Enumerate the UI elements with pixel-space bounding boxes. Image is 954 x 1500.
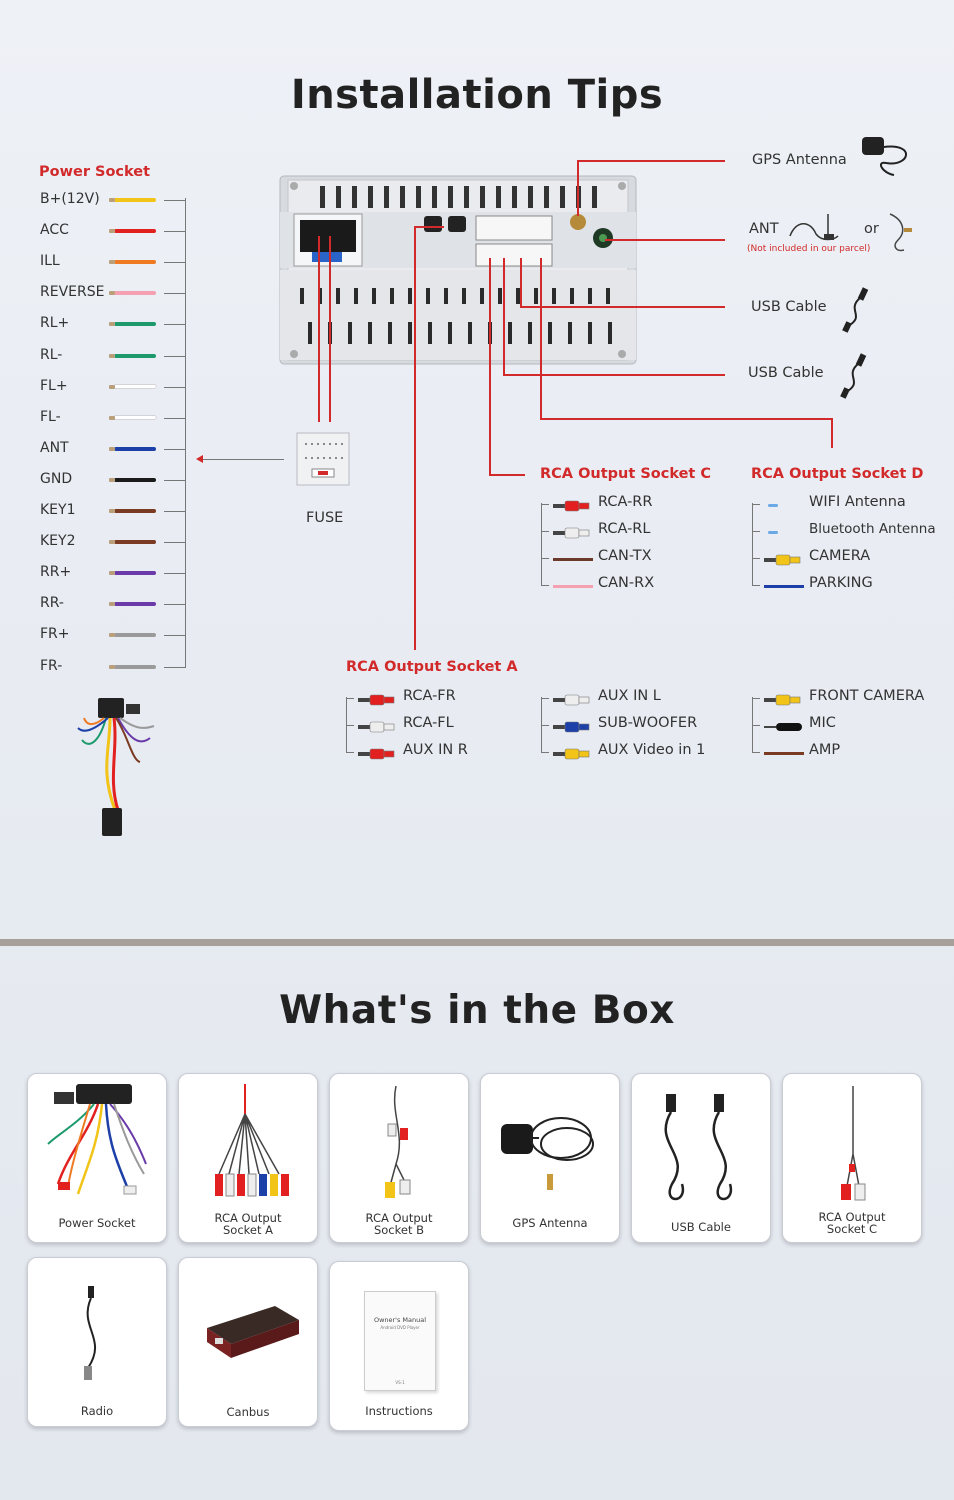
power-wire-tick [164, 667, 185, 668]
connector-label: RCA-FR [403, 688, 456, 704]
list-tick [346, 752, 354, 753]
connector-label: PARKING [809, 575, 873, 591]
connector-icon [762, 692, 806, 711]
power-wire-swatch [114, 665, 156, 669]
power-wire-swatch [114, 447, 156, 451]
connector-label: AUX IN L [598, 688, 661, 704]
list-tick [541, 752, 549, 753]
power-wire-tick [164, 387, 185, 388]
box-item-rca-output-socket-b [329, 1073, 469, 1243]
power-socket-title: Power Socket [39, 164, 151, 180]
rca-socket-d-title: RCA Output Socket D [751, 466, 924, 482]
usb-cable-1-label: USB Cable [751, 299, 827, 315]
connector-label: CAMERA [809, 548, 871, 564]
list-tick [752, 698, 760, 699]
power-wire-tick [164, 418, 185, 419]
socket-a-line-h [414, 226, 444, 228]
power-arrow-head [196, 455, 203, 463]
power-bracket-line [185, 198, 186, 668]
list-tick [541, 585, 549, 586]
power-wire-tick [164, 293, 185, 294]
box-label-rca-output-socket-b: RCA Output Socket B [365, 1211, 433, 1237]
list-tick [541, 698, 549, 699]
box-item-radio [27, 1257, 167, 1427]
connector-icon [551, 746, 595, 765]
power-wire-tick [164, 449, 185, 450]
box-item-rca-output-socket-a [178, 1073, 318, 1243]
connector-icon [356, 719, 400, 738]
rca-d-bracket [752, 503, 753, 585]
usb1-line-v [520, 258, 522, 308]
fuse-line-2 [329, 236, 331, 422]
box-item-rca-output-socket-c [782, 1073, 922, 1243]
connector-label: SUB-WOOFER [598, 715, 698, 731]
power-wire-label: FR+ [40, 626, 70, 643]
box-label-canbus: Canbus [226, 1405, 270, 1419]
power-harness-icon [70, 690, 180, 840]
radio-cable-icon [28, 1258, 168, 1428]
power-wire-label: KEY2 [40, 533, 76, 550]
box-label-usb-cable: USB Cable [671, 1220, 731, 1234]
power-wire-tick [164, 262, 185, 263]
power-wire-label: KEY1 [40, 502, 76, 518]
socket-c-line-h [489, 474, 525, 476]
gps-antenna-icon [856, 133, 914, 179]
power-wire-label: RL+ [40, 315, 70, 332]
box-item-gps-antenna [480, 1073, 620, 1243]
connector-label: AUX Video in 1 [598, 742, 706, 758]
power-wire-tick [164, 231, 185, 232]
ant-note: (Not included in our parcel) [747, 244, 871, 254]
box-label-rca-output-socket-c: RCA Output Socket C [818, 1210, 886, 1236]
list-tick [752, 585, 760, 586]
manual-code: VS-1 [395, 1380, 405, 1385]
power-wire-label: FR- [40, 657, 63, 674]
socket-d-line-down [831, 418, 833, 448]
power-wire-tick [164, 542, 185, 543]
ant-label: ANT [749, 221, 779, 237]
usb-cable-2-label: USB Cable [748, 365, 824, 381]
connector-icon [762, 746, 806, 765]
power-wire-label: RL- [40, 346, 63, 363]
power-wire-label: B+(12V) [40, 191, 100, 207]
power-wire-label: ILL [40, 253, 60, 270]
power-wire-label: REVERSE [40, 284, 105, 301]
power-wire-swatch [114, 322, 156, 326]
power-wire-swatch [114, 354, 156, 358]
usb1-line-h [520, 306, 725, 308]
power-wire-swatch [114, 540, 156, 544]
connector-label: RCA-RL [598, 521, 651, 537]
power-wire-swatch [114, 478, 156, 482]
connector-icon [762, 552, 806, 571]
power-wire-tick [164, 604, 185, 605]
connector-label: Bluetooth Antenna [809, 521, 936, 537]
socket-a-line-v [414, 226, 416, 650]
manual-subtitle: Android DVD Player [380, 1325, 420, 1330]
box-item-power-socket [27, 1073, 167, 1243]
list-tick [541, 531, 549, 532]
box-label-radio: Radio [80, 1404, 114, 1418]
connector-icon [551, 498, 595, 517]
connector-icon [762, 498, 806, 517]
power-wire-tick [164, 511, 185, 512]
socket-d-line-v [540, 258, 542, 420]
power-wire-swatch [114, 198, 156, 202]
manual-title: Owner's Manual [373, 1316, 427, 1324]
power-wire-tick [164, 200, 185, 201]
rca-c-bracket [541, 503, 542, 585]
ant-antenna-icon [786, 210, 848, 246]
fuse-label: FUSE [306, 510, 344, 526]
power-wire-label: ANT [40, 439, 69, 456]
connector-label: AUX IN R [403, 742, 468, 758]
connector-label: CAN-TX [598, 548, 652, 564]
socket-d-line-h [540, 418, 832, 420]
power-wire-swatch [114, 509, 156, 513]
power-wire-tick [164, 635, 185, 636]
list-tick [752, 725, 760, 726]
power-wire-swatch [114, 385, 156, 388]
socket-c-line-v [489, 258, 491, 476]
power-wire-swatch [114, 571, 156, 575]
usb2-line-v [503, 258, 505, 376]
usb-cable-2-icon [834, 352, 874, 400]
box-item-usb-cable [631, 1073, 771, 1243]
installation-title: Installation Tips [290, 72, 664, 118]
power-wire-label: RR- [40, 595, 64, 612]
list-tick [541, 558, 549, 559]
connector-icon [762, 719, 806, 738]
power-wire-swatch [114, 602, 156, 606]
power-wire-label: FL- [40, 408, 61, 425]
power-wire-tick [164, 480, 185, 481]
usb-cable-1-icon [836, 286, 876, 334]
rca-socket-a-title: RCA Output Socket A [346, 659, 518, 675]
gps-line-h [577, 160, 725, 162]
box-label-gps-antenna: GPS Antenna [512, 1216, 588, 1230]
power-arrow-line [198, 459, 284, 460]
ant-cable-icon [884, 210, 920, 254]
connector-label: WIFI Antenna [809, 494, 906, 510]
connector-icon [551, 692, 595, 711]
power-wire-label: FL+ [40, 377, 68, 394]
power-wire-swatch [114, 229, 156, 233]
list-tick [752, 752, 760, 753]
manual-booklet [364, 1291, 436, 1391]
box-label-instructions: Instructions [365, 1404, 433, 1418]
usb-cables-box-icon [632, 1074, 772, 1244]
power-wire-swatch [114, 260, 156, 264]
fuse-line-1 [318, 236, 320, 422]
connector-icon [551, 525, 595, 544]
or-label: or [864, 221, 879, 237]
box-label-rca-output-socket-a: RCA Output Socket A [214, 1211, 282, 1237]
power-wire-swatch [114, 416, 156, 419]
box-title: What's in the Box [279, 988, 675, 1033]
power-wire-swatch [114, 291, 156, 295]
box-item-instructions [329, 1261, 469, 1431]
rca-socket-c-title: RCA Output Socket C [540, 466, 712, 482]
box-label-power-socket: Power Socket [58, 1216, 136, 1230]
connector-icon [551, 579, 595, 598]
power-wire-tick [164, 573, 185, 574]
connector-icon [762, 525, 806, 544]
power-wire-label: ACC [40, 222, 69, 239]
power-wire-label: GND [40, 470, 73, 487]
gps-line-v [577, 160, 579, 216]
usb2-line-h [503, 374, 725, 376]
list-tick [346, 725, 354, 726]
section-divider [0, 939, 954, 946]
connector-icon [356, 692, 400, 711]
fuse-box-icon [296, 432, 350, 486]
connector-label: MIC [809, 715, 836, 731]
connector-icon [551, 552, 595, 571]
list-tick [752, 531, 760, 532]
canbus-box-icon [179, 1258, 319, 1428]
power-wire-swatch [114, 633, 156, 637]
ant-line [605, 239, 725, 241]
list-tick [346, 698, 354, 699]
head-unit-back-panel [272, 172, 644, 368]
connector-label: RCA-RR [598, 494, 653, 510]
gps-antenna-label: GPS Antenna [752, 152, 847, 168]
connector-icon [356, 746, 400, 765]
connector-label: CAN-RX [598, 575, 655, 591]
list-tick [752, 504, 760, 505]
list-tick [541, 504, 549, 505]
connector-icon [551, 719, 595, 738]
list-tick [752, 558, 760, 559]
power-wire-tick [164, 356, 185, 357]
connector-icon [762, 579, 806, 598]
box-item-canbus [178, 1257, 318, 1427]
list-tick [541, 725, 549, 726]
connector-label: FRONT CAMERA [809, 688, 925, 704]
power-wire-tick [164, 324, 185, 325]
power-wire-label: RR+ [40, 564, 72, 581]
connector-label: AMP [809, 742, 841, 758]
connector-label: RCA-FL [403, 715, 454, 731]
